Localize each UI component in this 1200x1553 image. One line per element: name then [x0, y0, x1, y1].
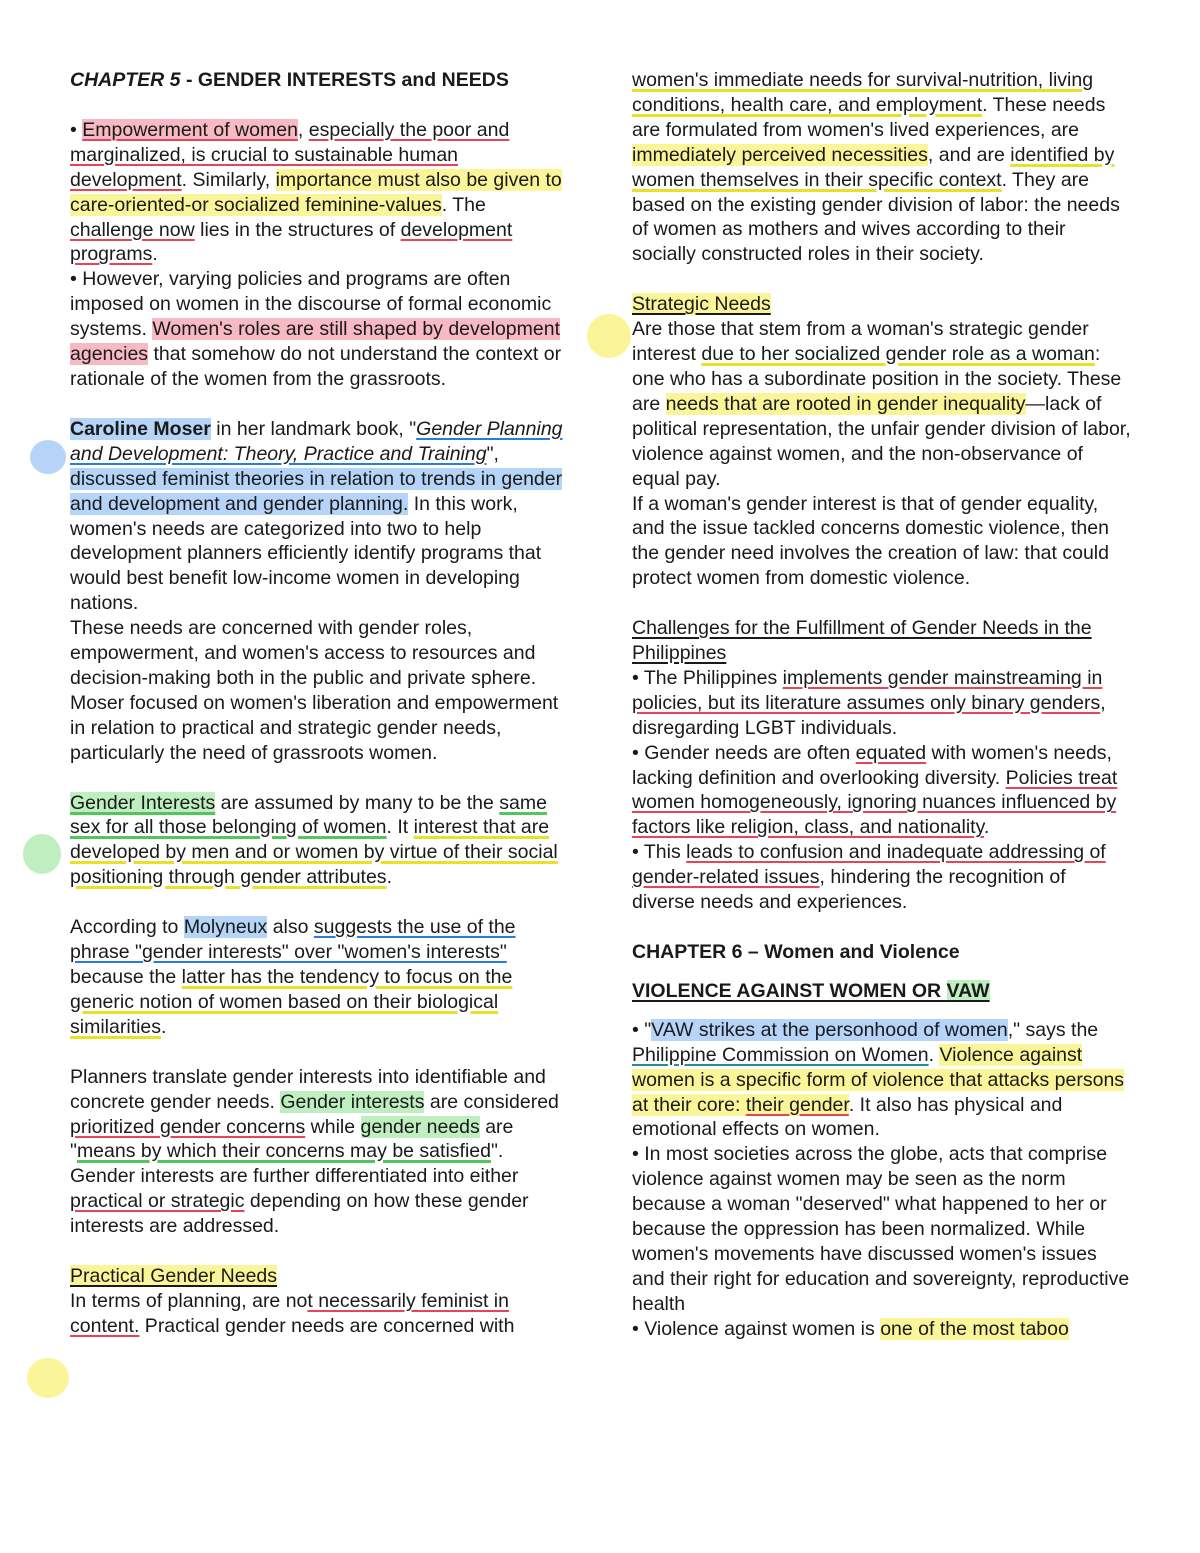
paragraph-needs-concerned: These needs are concerned with gender roles, empowerment, and women's access to resources and decision-making both in the public and private sphere. Moser focused on women's liberation and empowerment in relation to practical and strategic gender needs, particularly the need of grassroots women. [70, 617, 559, 764]
paragraph-mainstreaming: • The Philippines implements gender mainstreaming in policies, but its literature assumes only binary genders, disregarding LGBT individuals. [632, 666, 1106, 739]
paragraph-moser: Caroline Moser in her landmark book, "Gender Planning and Development: Theory, Practice and Training", discussed feminist theories in relation to trends in gender and development and gender planning. In this work, women's needs are categorized into two to help development planners efficiently identify programs that would best benefit low-income women in developing nations. [70, 417, 563, 615]
paragraph-empowerment: • Empowerment of women, especially the poor and marginalized, is crucial to sustainable human development. Similarly, importance must also be given to care-oriented-or socialized feminine-values. The challenge now lies in the structures of development programs. [70, 118, 562, 266]
paragraph-strategic: Are those that stem from a woman's strategic gender interest due to her socialized gender role as a woman: one who has a subordinate position in the society. These are needs that are rooted in gender inequality—lack of political representation, the unfair gender division of labor, violence against women, and the non-observance of equal pay. [632, 318, 1131, 490]
heading-vaw: VIOLENCE AGAINST WOMEN OR VAW [632, 979, 990, 1002]
paragraph-confusion: • This leads to confusion and inadequate addressing of gender-related issues, hindering the recognition of diverse needs and experiences. [632, 841, 1106, 914]
yellow-marker-dot [27, 1358, 69, 1398]
chapter6-title: CHAPTER 6 – Women and Violence [632, 941, 960, 963]
paragraph-immediate-needs: women's immediate needs for survival-nutrition, living conditions, health care, and employment. These needs are formulated from women's lived experiences, are immediately perceived necessities, and are identified by women themselves in their specific context. They are based on the existing gender division of labor: the needs of women as mothers and wives according to their socially constructed roles in their society. [632, 69, 1120, 266]
paragraph-policies: • However, varying policies and programs are often imposed on women in the discourse of formal economic systems. Women's roles are still shaped by development agencies that somehow do not understand the context or rationale of the women from the grassroots. [70, 268, 562, 390]
heading-challenges: Challenges for the Fulfillment of Gender Needs in the Philippines [632, 617, 1092, 665]
paragraph-molyneux: According to Molyneux also suggests the use of the phrase "gender interests" over "women's interests" because the latter has the tendency to focus on the generic notion of women based on their biological similarities. [70, 916, 516, 1038]
paragraph-gender-interests: Gender Interests are assumed by many to be the same sex for all those belonging of women. It interest that are developed by men and or women by virtue of their social positioning through gender attributes. [70, 791, 558, 889]
right-column [632, 68, 1132, 1342]
yellow-marker-dot-right [587, 314, 631, 358]
chapter5-title: CHAPTER 5 - GENDER INTERESTS and NEEDS [70, 69, 509, 91]
paragraph-planners: Planners translate gender interests into identifiable and concrete gender needs. Gender interests are considered prioritized gender concerns while gender needs are "means by which their concerns may be satisfied". Gender interests are further differentiated into either practical or strategic depending on how these gender interests are addressed. [70, 1065, 559, 1238]
paragraph-societies: • In most societies across the globe, acts that comprise violence against women may be seen as the norm because a woman "deserved" what happened to her or because the oppression has been normalized. While women's movements have discussed women's issues and their right for education and sovereignty, reproductive health [632, 1143, 1130, 1315]
paragraph-domestic-violence: If a woman's gender interest is that of gender equality, and the issue tackled concerns domestic violence, then the gender need involves the creation of law: that could protect women from domestic violence. [632, 492, 1109, 590]
blue-marker-dot [30, 440, 66, 474]
paragraph-taboo: • Violence against women is one of the most taboo [632, 1317, 1069, 1340]
paragraph-equated: • Gender needs are often equated with women's needs, lacking definition and overlooking diversity. Policies treat women homogeneously, ignoring nuances influenced by factors like religion, class, and nationality. [632, 741, 1118, 839]
paragraph-vaw-strikes: • "VAW strikes at the personhood of women," says the Philippine Commission on Women. Violence against women is a specific form of violence that attacks persons at their core: their gender. It also has physical and emotional effects on women. [632, 1018, 1125, 1141]
paragraph-practical-needs: In terms of planning, are not necessarily feminist in content. Practical gender needs are concerned with [70, 1289, 515, 1337]
green-marker-dot [23, 834, 61, 874]
heading-practical-gender-needs: Practical Gender Needs [70, 1265, 278, 1288]
left-column [70, 68, 566, 1339]
heading-strategic-needs: Strategic Needs [632, 293, 771, 316]
